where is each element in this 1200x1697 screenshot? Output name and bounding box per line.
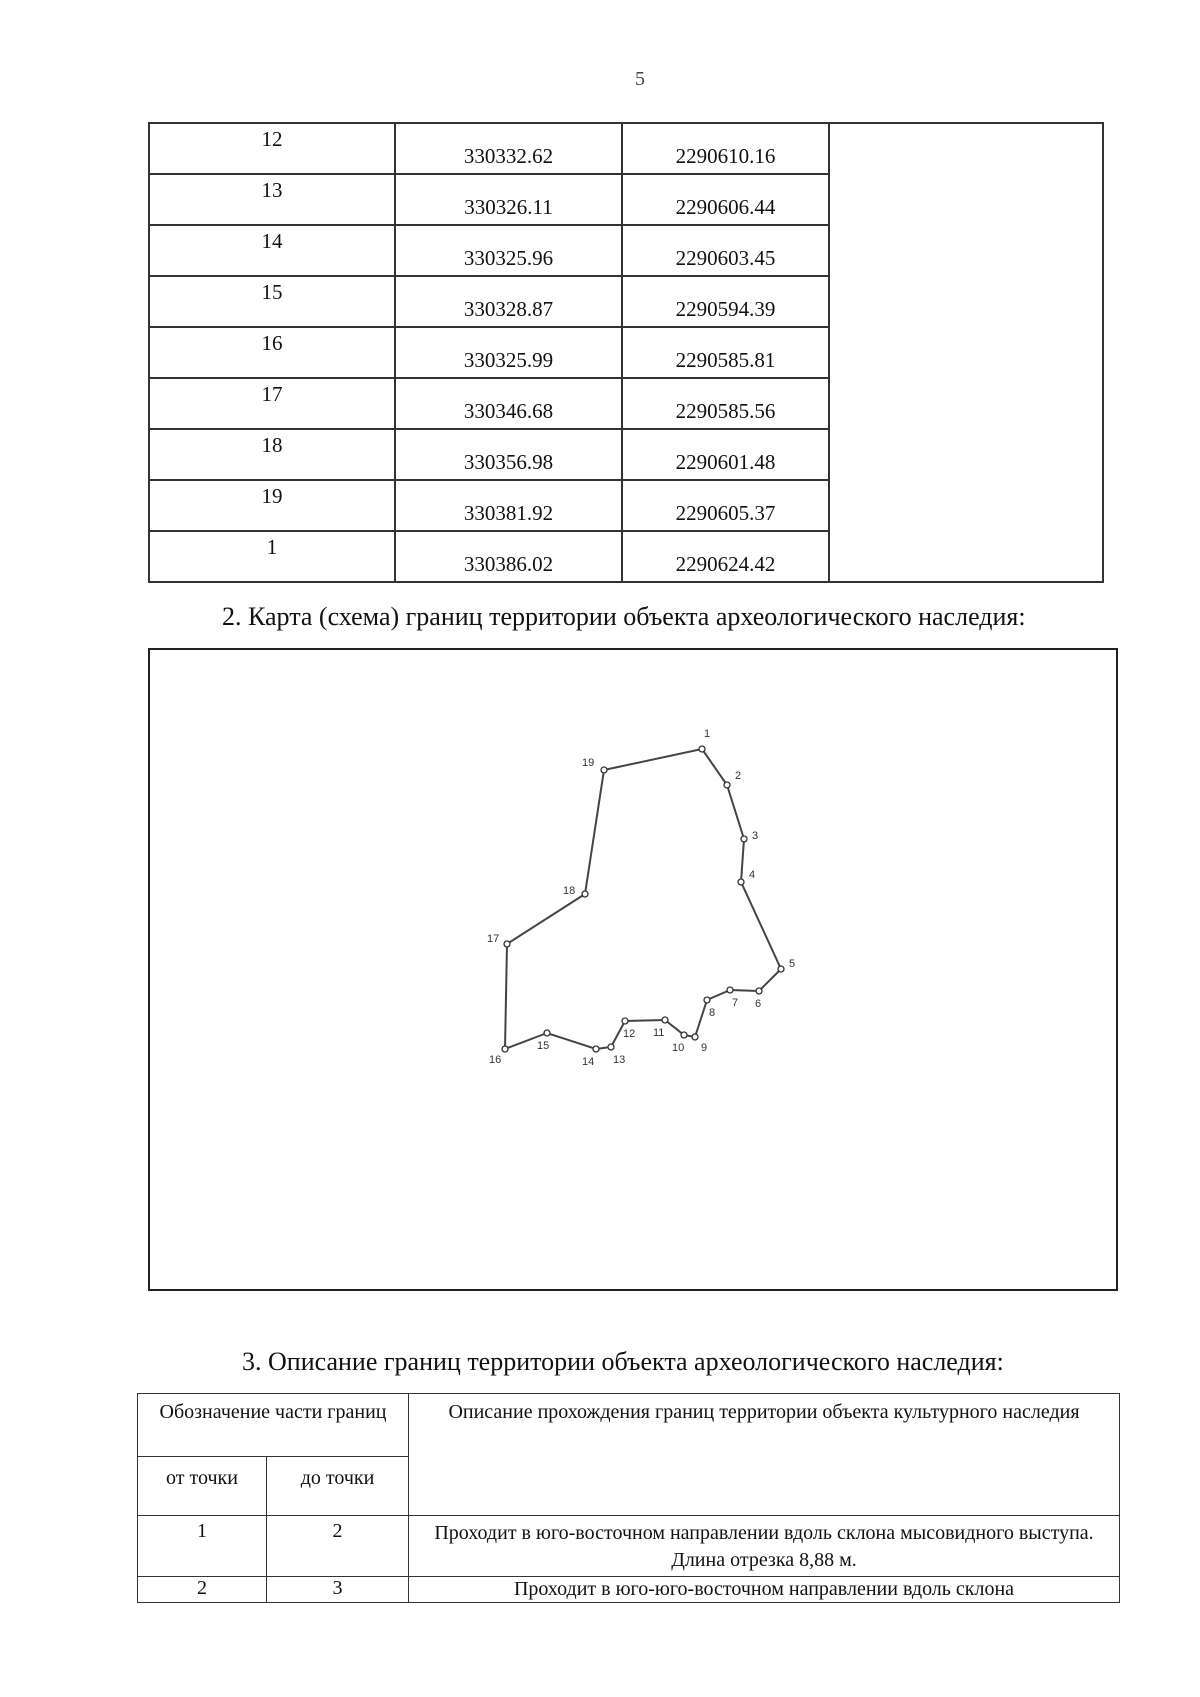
table-row xyxy=(138,1516,1120,1577)
boundary-point-label: 6 xyxy=(755,998,762,1010)
boundary-point-marker xyxy=(738,879,744,885)
description-cell: Проходит в юго-юго-восточном направлении вдоль склона xyxy=(409,1577,1120,1603)
boundary-line xyxy=(505,749,781,1049)
header-to-point: до точки xyxy=(267,1457,409,1516)
boundary-point-marker xyxy=(778,966,784,972)
x-coordinate-cell: 330332.62 xyxy=(395,123,622,174)
boundary-point-label: 4 xyxy=(749,869,756,881)
x-coordinate-cell: 330381.92 xyxy=(395,480,622,531)
boundary-point-label: 12 xyxy=(623,1028,636,1040)
boundary-map xyxy=(150,650,1116,1289)
boundary-point-label: 14 xyxy=(582,1056,595,1068)
boundary-point-marker xyxy=(544,1030,550,1036)
boundary-point-label: 8 xyxy=(709,1007,716,1019)
boundary-point-marker xyxy=(727,987,733,993)
x-coordinate-cell: 330386.02 xyxy=(395,531,622,582)
x-coordinate-cell: 330328.87 xyxy=(395,276,622,327)
y-coordinate-cell: 2290606.44 xyxy=(622,174,829,225)
y-coordinate-cell: 2290594.39 xyxy=(622,276,829,327)
point-number-cell: 15 xyxy=(149,276,395,327)
boundary-point-marker xyxy=(662,1017,668,1023)
description-heading: 3. Описание границ территории объекта археологического наследия: xyxy=(242,1347,1004,1376)
point-number-cell: 1 xyxy=(149,531,395,582)
point-number-cell: 18 xyxy=(149,429,395,480)
boundary-point-marker xyxy=(608,1044,614,1050)
point-number-cell: 14 xyxy=(149,225,395,276)
table-row xyxy=(149,123,1103,174)
point-number-cell: 19 xyxy=(149,480,395,531)
boundary-point-marker xyxy=(504,941,510,947)
map-heading: 2. Карта (схема) границ территории объекта археологического наследия: xyxy=(222,602,1026,631)
boundary-map-frame xyxy=(148,648,1118,1291)
y-coordinate-cell: 2290585.81 xyxy=(622,327,829,378)
boundary-point-marker xyxy=(681,1032,687,1038)
description-cell: Проходит в юго-восточном направлении вдоль склона мысовидного выступа. Длина отрезка 8,88 м. xyxy=(409,1516,1120,1577)
boundary-point-marker xyxy=(582,891,588,897)
boundary-point-label: 7 xyxy=(732,997,739,1009)
boundary-point-marker xyxy=(724,782,730,788)
boundary-point-label: 3 xyxy=(752,830,759,842)
boundary-point-marker xyxy=(593,1046,599,1052)
empty-cell xyxy=(829,123,1103,582)
boundary-point-marker xyxy=(704,997,710,1003)
header-boundary-part: Обозначение части границ xyxy=(138,1394,409,1457)
y-coordinate-cell: 2290605.37 xyxy=(622,480,829,531)
boundary-point-label: 1 xyxy=(704,728,711,740)
y-coordinate-cell: 2290585.56 xyxy=(622,378,829,429)
to-point-cell: 2 xyxy=(267,1516,409,1577)
boundary-description-table xyxy=(137,1393,1120,1603)
boundary-point-marker xyxy=(502,1046,508,1052)
boundary-point-label: 17 xyxy=(487,933,500,945)
boundary-point-label: 5 xyxy=(789,958,796,970)
point-number-cell: 16 xyxy=(149,327,395,378)
page-number: 5 xyxy=(635,68,645,90)
boundary-point-label: 9 xyxy=(701,1042,708,1054)
header-from-point: от точки xyxy=(138,1457,267,1516)
boundary-point-marker xyxy=(756,988,762,994)
boundary-point-label: 13 xyxy=(613,1054,626,1066)
x-coordinate-cell: 330346.68 xyxy=(395,378,622,429)
boundary-point-marker xyxy=(622,1018,628,1024)
boundary-point-marker xyxy=(692,1034,698,1040)
y-coordinate-cell: 2290601.48 xyxy=(622,429,829,480)
boundary-point-marker xyxy=(601,767,607,773)
boundary-point-label: 16 xyxy=(489,1054,502,1066)
from-point-cell: 2 xyxy=(138,1577,267,1603)
y-coordinate-cell: 2290603.45 xyxy=(622,225,829,276)
point-number-cell: 17 xyxy=(149,378,395,429)
x-coordinate-cell: 330326.11 xyxy=(395,174,622,225)
point-number-cell: 12 xyxy=(149,123,395,174)
to-point-cell: 3 xyxy=(267,1577,409,1603)
boundary-point-marker xyxy=(741,836,747,842)
table-row xyxy=(138,1577,1120,1603)
boundary-point-label: 10 xyxy=(672,1042,685,1054)
from-point-cell: 1 xyxy=(138,1516,267,1577)
x-coordinate-cell: 330325.99 xyxy=(395,327,622,378)
y-coordinate-cell: 2290624.42 xyxy=(622,531,829,582)
x-coordinate-cell: 330325.96 xyxy=(395,225,622,276)
boundary-point-marker xyxy=(699,746,705,752)
y-coordinate-cell: 2290610.16 xyxy=(622,123,829,174)
coordinates-table xyxy=(148,122,1104,583)
boundary-point-label: 2 xyxy=(735,770,742,782)
boundary-point-label: 15 xyxy=(537,1040,550,1052)
boundary-point-label: 11 xyxy=(653,1027,665,1039)
boundary-point-label: 19 xyxy=(582,757,595,769)
boundary-point-label: 18 xyxy=(563,885,576,897)
point-number-cell: 13 xyxy=(149,174,395,225)
header-boundary-description: Описание прохождения границ территории объекта культурного наследия xyxy=(409,1394,1120,1516)
x-coordinate-cell: 330356.98 xyxy=(395,429,622,480)
coordinates-table-body xyxy=(149,123,1103,582)
